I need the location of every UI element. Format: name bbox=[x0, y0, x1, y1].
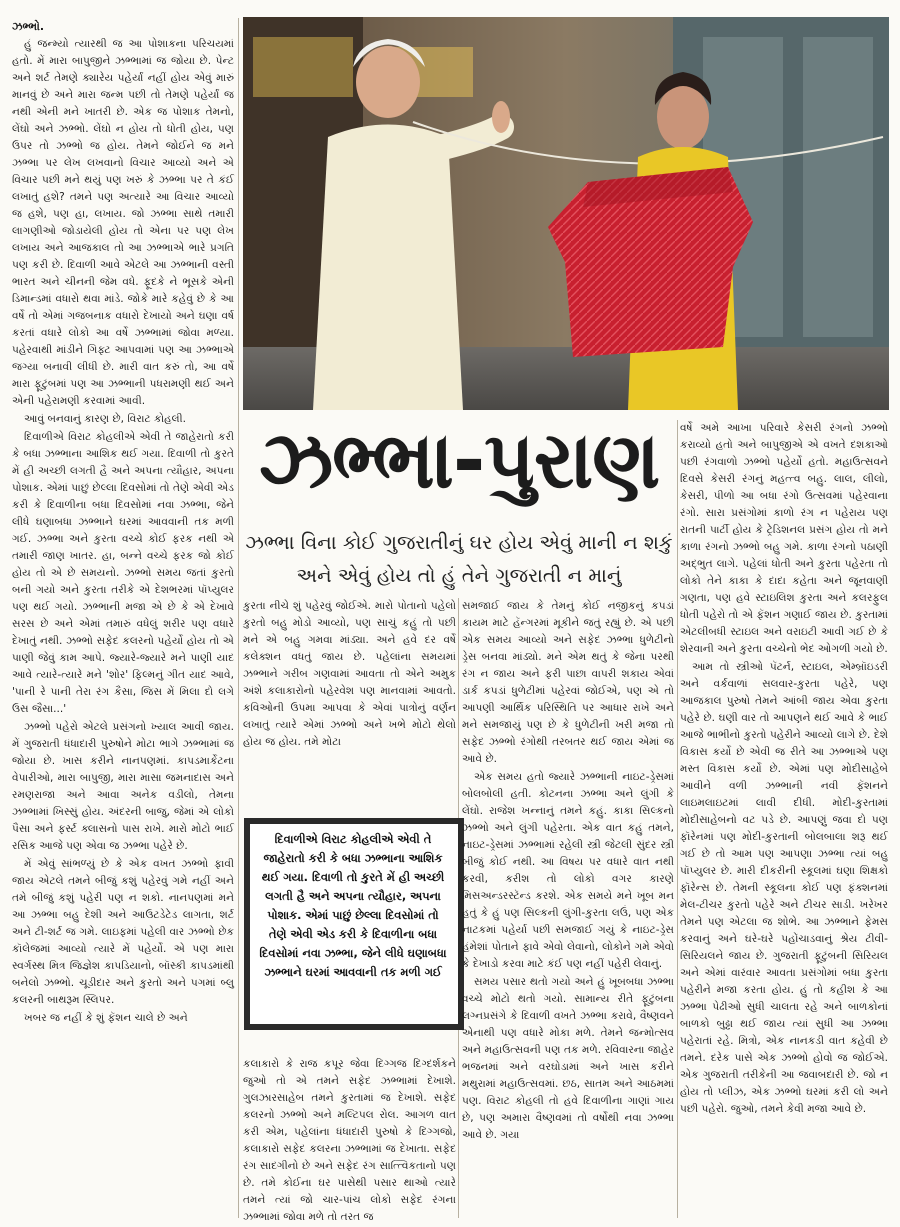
middle-column-2 bbox=[462, 598, 674, 1145]
paragraph: કલાકારો કે રાજ કપૂર જેવા દિગ્ગજ દિગ્દર્શકને જુઓ તો એ તમને સફેદ ઝભ્ભામાં દેખાશે. ગુલઝારસાહેબ તમને કુરતામાં જ દેખાશે. સફેદ કલરનો ઝભ્ભો અને મલ્ટિપલ રોલ. આગળ વાત કરી એમ, પહેલાંના ધંધાદારી પુરુષો કે દિગ્ગજો, કલાકારો સફેદ કલરના ઝભ્ભામાં જ દેખાતા. સફેદ રંગ સાદગીનો છે અને સફેદ રંગ સાત્ત્વિકતાનો પણ છે. તમે કોઈના ઘર પાસેથી પસાર થાઓ ત્યારે તમને ત્યાં જો ચાર-પાંચ લોકો સફેદ રંગના ઝભ્ભામાં જોવા મળે તો તરત જ bbox=[243, 1058, 456, 1223]
right-column bbox=[680, 420, 888, 1119]
paragraph: આવું બનવાનું કારણ છે, વિરાટ કોહલી. bbox=[24, 413, 187, 425]
subheadline: ઝભ્ભા વિના કોઈ ગુજરાતીનું ઘર હોય એવું માની ન શકું અને એવું હોય તો હું તેને ગુજરાતી ન માનું bbox=[245, 531, 673, 587]
paragraph: સમય પસાર થતો ગયો અને હું ખૂબબધા ઝભ્ભા વચ્ચે મોટો થતો ગયો. સામાન્ય રીતે ફૂટુંબના લગ્નપ્રસંગે કે દિવાળી વખતે ઝભ્ભા કરાવે, વૈષ્ણવને એનાથી પણ વધારે મોકા મળે. તેમને જન્મોત્સવ અને મહાઉત્સવની પણ તક મળે. રવિવારના જાહેર ભજનમાં અને વરઘોડામાં અને ખાસ કરીને મથુરામાં મહાઉત્સવમાં. છઠ, સાતમ અને આઠમમાં પણ. વિરાટ કોહલી તો હવે દિવાળીના ગાણાં ગાય છે, પણ અમારા વૈષ્ણવમાં તો વર્ષોથી નવા ઝભ્ભા આવે છે. ગયા bbox=[462, 976, 674, 1141]
photo-scene bbox=[243, 17, 889, 410]
paragraph: દિવાળીએ વિરાટ કોહલીએ એવી તે જાહેરાતો કરી કે બધા ઝભ્ભાના આશિક થઈ ગયા. દિવાળી તો કુરતે મેં હી અચ્છી લગતી હૈ અને અપના ત્યૌહાર, અપના પોશાક. એમાં પાછું છેલ્લા દિવસોમાં તો તેણે એવી એડ કરી કે દિવાળીના બધા દિવસોમાં નવા ઝભ્ભા, જેને લીધે ઘણાબધા ઝભ્ભાને ઘરમાં આવવાની તક મળી ગઈ. ઝભ્ભા અને કુરતા વચ્ચે કોઈ ફરક નથી એ તમારી જાણ ખાતર. હા, બન્ને વચ્ચે ફરક જો કોઈ હોય તો એ છે સમયનો. ઝભ્ભો સમય જતાં કુરતો બની ગયો અને કુરતા તરીકે એ દેશભરમાં પૉપ્યુલર પણ થઈ ગયો. ઝભ્ભાની મજા એ છે કે એ દેખાવે સરસ છે અને એમાં તમારું વધેલું શરીર પણ વધારે દેખાતું નથી. ઝભ્ભો સફેદ કલરનો પહેર્યો હોય તો એ પાણી જેવું કામ આપે. જ્યારે-જ્યારે મને પાણી યાદ આવે ત્યારે-ત્યારે મને 'શોર' ફિલ્મનું ગીત યાદ આવે, 'પાની રે પાની તેરા રંગ કૈસા, જિસ મેં મિલા દો લગે ઉસ જૈસા...' bbox=[12, 431, 234, 715]
paragraph: ઝભ્ભો પહેરો એટલે પ્રસંગનો ખ્યાલ આવી જાય. મેં ગુજરાતી ધંધાદારી પુરુષોને મોટા ભાગે ઝભ્ભામાં જ જોયા છે. ખાસ કરીને નાનપણમાં. કાપડમાર્કેટના વેપારીઓ, મારા બાપુજી, મારા માસા જમનાદાસ અને રમણરાજા અને આવા અનેક વડીલો, તેમના ઝભ્ભામાં ખિસ્સું હોય. અંદરની બાજુ, જેમાં એ લોકો પૈસા અને ફર્સ્ટ ક્લાસનો પાસ રાખે. મારો મોટો ભાઈ રસિક આજે પણ એવા જ ઝભ્ભા પહેરે છે. bbox=[12, 721, 234, 852]
pull-quote-box bbox=[244, 818, 464, 1030]
middle-column-1 bbox=[243, 598, 456, 752]
paragraph: આમ તો સ્ત્રીઓ પૅટર્ન, સ્ટાઇલ, એમ્બ્રૉઇડરી અને વર્કવાળાં સલવાર-કુરતા પહેરે, પણ આજકાલ પુરુષો તેમને આંબી જાય એવા કુરતા પહેરે છે. ઘણી વાર તો આપણને થઈ આવે કે ભાઈ આજે ભાભીનો કુરતો પહેરીને આવ્યો લાગે છે. દેશે વિકાસ કર્યો છે એવી જ રીતે આ ઝભ્ભાએ પણ મસ્ત વિકાસ કર્યો છે. એમાં પણ મોદીસાહેબે આવીને વળી ઝભ્ભાની નવી ફૅશનને લાઇમલાઇટમાં લાવી દીધી. મોદી-કુરતામાં મોદીસાહેબનો વટ પડે છે. આપણું જવા દો પણ ફૉરેનમાં પણ મોદી-કુરતાની બોલબાલા શરૂ થઈ ગઈ છે તો આમ પણ આપણા ઝભ્ભા ત્યાં બહુ પૉપ્યુલર છે. મારી દીકરીની સ્કૂલમાં ઘણા શિક્ષકો ફૉરેન્સ છે. તેમની સ્કૂલના કોઈ પણ ફંક્શનમાં મેલ-ટીચર કુરતો પહેરે અને ટીચર સાડી. ખરેખર તેમને પણ એટલા જ શોભે. આ ઝભ્ભાને ફેમસ કરવાનું અને ઘરે-ઘરે પહોંચાડવાનું શ્રેય ટીવી-સિરિયલને જાય છે. ગુજરાતી ફૂટુંબની સિરિયલ અને એમાં વારંવાર આવતા પ્રસંગોમાં બધા કુરતા પહેરીને મજા કરતા હોય. હું તો કહીશ કે આ ઝભ્ભા પેઢીઓ સુધી ચાલતા રહે અને બાળકોનાં બાળકો બુઢ્ઢા થઈ જાય ત્યાં સુધી આ ઝભ્ભા પહેરાતાં રહે. મિત્રો, એક નાનકડી વાત કહેવી છે તમને. દરેક પાસે એક ઝભ્ભો હોવો જ જોઈએ. એક ગુજરાતી તરીકેની આ જવાબદારી છે. જો ન હોય તો પ્લીઝ, એક ઝભ્ભો ઘરમાં કરી લો અને પછી પહેરો. જુઓ, તમને કેવી મજા આવે છે. bbox=[680, 661, 888, 1115]
paragraph: મેં એવું સાંભળ્યું છે કે એક વખત ઝભ્ભો ફાવી જાય એટલે તમને બીજું કશું પહેરવું ગમે નહીં અને તમે બીજું કશું પહેરી પણ ન શકો. નાનપણમાં મને આ ઝભ્ભા બહુ દેશી અને આઉટડેટેડ લાગતા, શર્ટ અને ટી-શર્ટ જ ગમે. લાઇફમાં પહેલી વાર ઝભ્ભો છેક કૉલેજમાં આવ્યો ત્યારે મેં પહેર્યો. એ પણ મારા સ્વર્ગસ્થ મિત્ર જિજ્ઞેશ કાપડિયાનો, બૉસ્કી કાપડમાંથી બનેલો ઝભ્ભો. ચૂડીદાર અને કુરતો અને પગમાં બ્લુ કલરની બાથરૂમ સ્લિપર. bbox=[12, 858, 234, 1006]
paragraph: એક સમય હતો જ્યારે ઝભ્ભાની નાઇટ-ડ્રેસમાં બોલબોલી હતી. કોટનના ઝભ્ભા અને લુંગી કે લેંઘો. રાજેશ ખન્નાનું તમને કહું. કાકા સિલ્કનો ઝભ્ભો અને લુંગી પહેરતા. એક વાત કહું તમને, નાઇટ-ડ્રેસમાં ઝભ્ભામાં રહેલી સ્ત્રી જેટલી સુંદર સ્ત્રી બીજું કોઈ નથી. આ વિષય પર વધારે વાત નથી કરવી, કરીશ તો લોકો વગર કારણે મિસઅન્ડરસ્ટૅન્ડ કરશે. એક સમયે મને ખૂબ મન હતું કે હું પણ સિલ્કની લુંગી-કુરતા લઉં, પણ એક નાટકમાં પહેર્યા પછી સમજાઈ ગયું કે નાઇટ-ડ્રેસ હંમેશાં પોતાને ફાવે એવો લેવાનો, લોકોને ગમે એવો કે દેખાડો કરવા માટે કંઈ પણ નહીં પહેરી લેવાનું. bbox=[462, 771, 674, 970]
paragraph: કુરતા નીચે શું પહેરવું જોઈએ. મારો પોતાનો પહેલો કુરતો બહુ મોડો આવ્યો, પણ સાચું કહું તો પછી મને એ બહુ ગમવા માંડ્યા. અને હવે દર વર્ષે કલેક્શન વધતું જાય છે. પહેલાંના સમયમાં ઝભ્ભાને ગરીબ ગણવામાં આવતા તો એને અમુક અંશે કલાકારોનો પહેરવેશ પણ માનવામાં આવતો. કવિઓની ઉપમા આપવા કે એવાં પાત્રોનું વર્ણન લખાતું ત્યારે એમાં ઝભ્ભો અને ખભે મોટો થેલો હોય જ હોય. તમે મોટા bbox=[243, 600, 456, 748]
paragraph: ખબર જ નહીં કે શું ફૅશન ચાલે છે અને bbox=[24, 1012, 188, 1024]
column-rule bbox=[238, 18, 239, 1218]
column-rule bbox=[677, 420, 678, 1218]
middle-column-1-continued bbox=[243, 1056, 456, 1227]
section-lead: ઝભ્ભો. bbox=[12, 20, 45, 33]
left-column bbox=[12, 18, 234, 1028]
article-photo bbox=[243, 17, 889, 410]
paragraph: સમજાઈ જાય કે તેમનું કોઈ નજીકનું કપડાં કાયમ માટે હૅન્ગરમાં મૂકીને જતું રહ્યું છે. એ પછી એક સમય આવ્યો અને સફેદ ઝભ્ભા ધુળેટીનો ડ્રેસ બનવા માંડ્યો. મને એમ થતું કે જેના પરથી રંગ ન જાય અને ફરી પાછા વાપરી શકાય એવાં ડાર્ક કપડાં ધુળેટીમાં પહેરવાં જોઈએ, પણ એ તો આપણી આર્થિક પરિસ્થિતિ પર આધાર રાખે અને મને સમજાયું પણ છે કે ધુળેટીની ખરી મજા તો સફેદ ઝભ્ભો રંગોથી તરબતર થઈ જાય એમાં જ આવે છે. bbox=[462, 600, 674, 765]
headline: ઝભ્ભા-પુરાણ bbox=[258, 415, 660, 506]
pull-quote-text: દિવાળીએ વિરાટ કોહલીએ એવી તે જાહેરાતો કરી કે બધા ઝભ્ભાના આશિક થઈ ગયા. દિવાળી તો કુરતે મેં હી અચ્છી લગતી હૈ અને અપના ત્યૌહાર, અપના પોશાક. એમાં પાછું છેલ્લા દિવસોમાં તો તેણે એવી એડ કરી કે દિવાળીના બધા દિવસોમાં નવા ઝભ્ભા, જેને લીધે ઘણાબધા ઝભ્ભાને ઘરમાં આવવાની તક મળી ગઈ bbox=[259, 832, 447, 979]
paragraph: હું જન્મ્યો ત્યારથી જ આ પોશાકના પરિચયમાં હતો. મેં મારા બાપુજીને ઝભ્ભામાં જ જોયા છે. પેન્ટ અને શર્ટ તેમણે ક્યારેય પહેર્યાં નહીં હોય એવું મારું માનવું છે અને મારા જન્મ પછી તો તેમણે પહેર્યાં જ નથી એની મને ખાતરી છે. એક જ પોશાક તેમનો, લેંઘો અને ઝભ્ભો. લેંઘો ન હોય તો ધોતી હોય, પણ ઉપર તો ઝભ્ભો જ હોય. તેમને જોઈને જ મને ઝભ્ભા પર લેખ લખવાનો વિચાર આવ્યો અને એ વિચાર પછી મને થયું પણ ખરું કે ઝભ્ભા પર તે કંઈ લખાતું હશે? તમને પણ અત્યારે આ વિચાર આવ્યો જ હશે, પણ હા, લખાય. જો ઝભ્ભા સાથે તમારી લાગણીઓ જોડાયેલી હોય તો એના પર પણ લેખ લખાય અને આજકાલ તો આ ઝભ્ભાએ ભારે પ્રગતિ પણ કરી છે. દિવાળી આવે એટલે આ ઝભ્ભાની વસ્તી ભારત અને ચીનની જેમ વધે. ફૂદકે ને ભૂસકે એની ડિમાન્ડમાં વધારો થવા માંડે. જોકે મારે કહેવું છે કે આ વર્ષે તો એમાં ગજબનાક વધારો દેખાયો અને ઘણા વર્ષ કરતાં વધારે લોકો આ વર્ષે ઝભ્ભામાં જોવા મળ્યા. પહેરવાથી માંડીને ગિફ્ટ આપવામાં પણ આ ઝભ્ભાએ જગ્યા બનાવી લીધી છે. મારી વાત કરું તો, આ વર્ષે મારા ફૂટુંબમાં પણ આ ઝભ્ભાની પધરામણી થઈ અને એની પહેરામણી કરવામાં આવી. bbox=[12, 38, 234, 407]
paragraph: વર્ષે અમે આખા પરિવારે કેસરી રંગનો ઝભ્ભો કરાવ્યો હતો અને બાપુજીએ એ વખતે દશકાઓ પછી રંગવાળો ઝભ્ભો પહેર્યો હતો. મહાઉત્સવને દિવસે કેસરી રંગનું મહત્ત્વ બહુ. લાલ, લીલો, કેસરી, પીળો આ બધા રંગો ઉત્સવમાં પહેરવાના રંગો. સારા પ્રસંગોમાં કાળો રંગ ન પહેરાય પણ રાતની પાર્ટી હોય કે ટ્રેડિશનલ પ્રસંગ હોય તો મને કાળા રંગનો ઝભ્ભો બહુ ગમે. કાળા રંગનો પઠાણી અદ્ભુત લાગે. પહેલાં ધોતી અને કુરતા પહેરતા તો લોકો તેને કાકા કે દાદા કહેતા અને જૂનવાણી ગણતા, પણ હવે સ્ટાઇલિશ કુરતા અને કલરફુલ ધોતી પહેરો તો એ ફૅશન ગણાઈ જાય છે. કુરતામાં એટલીબધી સ્ટાઇલ અને વરાઇટી આવી ગઈ છે કે શેરવાની અને કુરતા વચ્ચેનો ભેદ ઓગળી ગયો છે. bbox=[680, 422, 888, 655]
